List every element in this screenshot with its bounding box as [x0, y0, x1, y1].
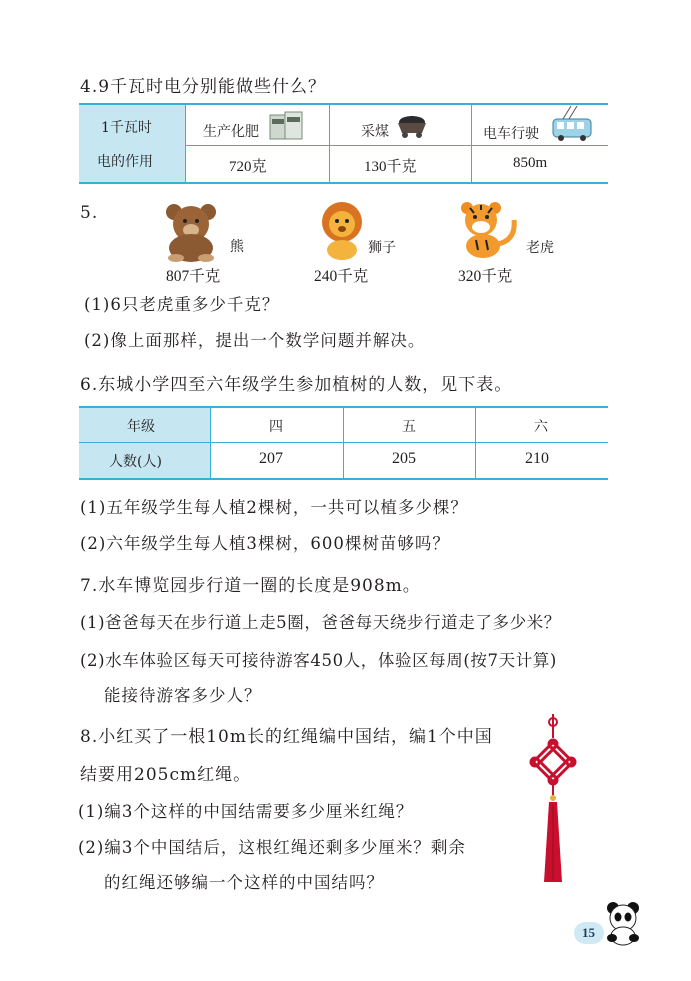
q5-sub1: (1)6只老虎重多少千克？ [84, 295, 280, 314]
tree-planting-table [79, 406, 608, 480]
count-5: 205 [392, 450, 416, 467]
col-label-coal: 采煤 [361, 124, 389, 140]
q5-number: 5. [80, 203, 99, 223]
col-label-fertilizer: 生产化肥 [203, 124, 259, 140]
page-number: 15 [582, 925, 595, 940]
row-header-count: 人数(人) [109, 454, 162, 470]
animal-name-tiger: 老虎 [526, 240, 554, 256]
q6-sub1: (1)五年级学生每人植2棵树，一共可以植多少棵？ [80, 498, 468, 517]
animal-weight-lion: 240千克 [314, 268, 369, 285]
col-label-trolley: 电车行驶 [483, 126, 539, 142]
table-header-cell [79, 105, 186, 182]
grade-4: 四 [269, 419, 283, 435]
q8-title-line1: 8.小红买了一根10m长的红绳编中国结，编1个中国 [80, 727, 493, 747]
fertilizer-bags-icon [269, 109, 305, 141]
grade-6: 六 [534, 419, 548, 435]
animal-weight-bear: 807千克 [166, 268, 221, 285]
animal-name-bear: 熊 [230, 239, 244, 255]
q7-sub1: (1)爸爸每天在步行道上走5圈，爸爸每天绕步行道走了多少米？ [80, 613, 561, 632]
header-line2: 电的作用 [97, 154, 153, 170]
q7-sub2-line2: 能接待游客多少人？ [104, 686, 262, 705]
panda-icon [604, 900, 644, 946]
q8-sub2-line1: (2)编3个中国结后，这根红绳还剩多少厘米？剩余 [78, 838, 466, 857]
table-header-column [79, 408, 211, 478]
value-trolley: 850m [513, 155, 548, 171]
q7-title: 7.水车博览园步行道一圈的长度是908m。 [80, 576, 421, 596]
q6-sub2: (2)六年级学生每人植3棵树，600棵树苗够吗？ [80, 534, 450, 553]
tiger-icon [456, 200, 526, 260]
animal-weight-tiger: 320千克 [458, 268, 513, 285]
animal-name-lion: 狮子 [368, 240, 396, 256]
lion-icon [318, 200, 366, 260]
q5-sub2: (2)像上面那样，提出一个数学问题并解决。 [84, 331, 426, 350]
count-6: 210 [525, 450, 549, 467]
q4-title: 4.9千瓦时电分别能做些什么？ [80, 77, 327, 97]
grade-5: 五 [402, 419, 416, 435]
q8-sub2-line2: 的红绳还够编一个这样的中国结吗？ [104, 873, 384, 892]
q8-sub1: (1)编3个这样的中国结需要多少厘米红绳？ [78, 802, 414, 821]
value-fertilizer: 720克 [229, 159, 267, 175]
count-4: 207 [259, 450, 283, 467]
chinese-knot-icon [522, 712, 584, 884]
bear-icon [160, 200, 228, 262]
trolleybus-icon [551, 105, 595, 143]
q6-title: 6.东城小学四至六年级学生参加植树的人数，见下表。 [80, 375, 513, 395]
row-header-grade: 年级 [127, 419, 155, 435]
header-line1: 1千瓦时 [101, 120, 152, 136]
coal-cart-icon [395, 115, 429, 139]
electricity-table [79, 103, 608, 184]
q7-sub2-line1: (2)水车体验区每天可接待游客450人，体验区每周(按7天计算) [80, 651, 557, 670]
value-coal: 130千克 [364, 159, 417, 175]
q8-title-line2: 结要用205cm红绳。 [80, 765, 252, 785]
